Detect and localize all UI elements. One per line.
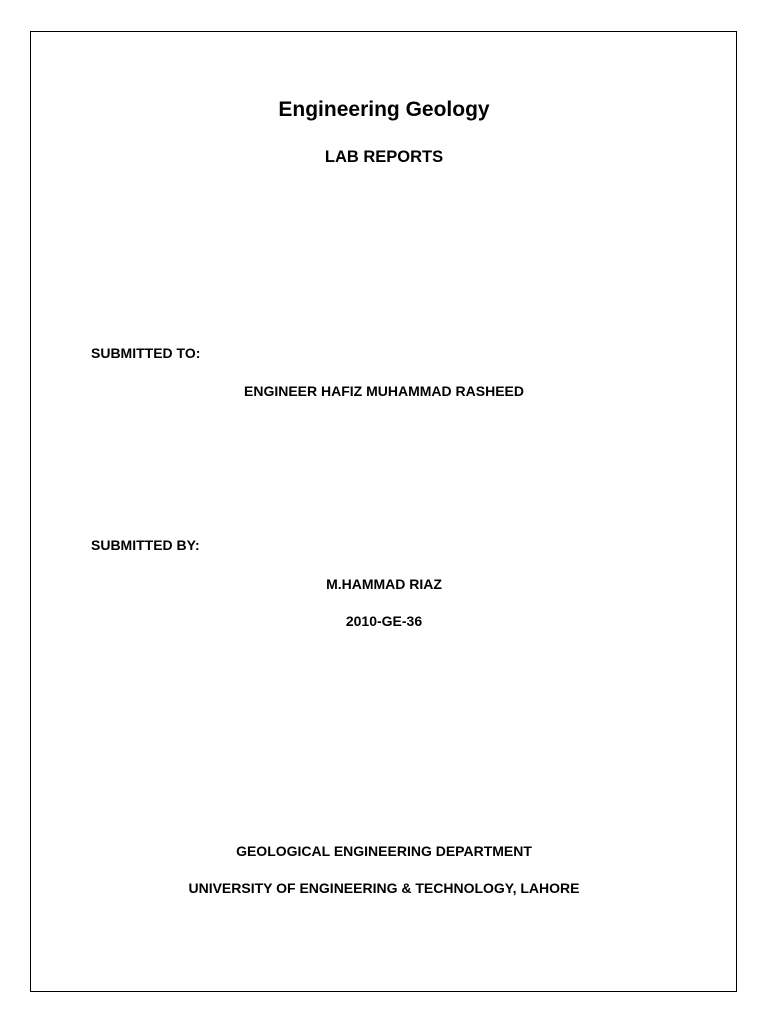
department-name: GEOLOGICAL ENGINEERING DEPARTMENT (236, 843, 532, 859)
university-name: UNIVERSITY OF ENGINEERING & TECHNOLOGY, LAHORE (188, 880, 580, 896)
submitted-by-label: SUBMITTED BY: (91, 537, 200, 553)
document-title: Engineering Geology (278, 98, 490, 121)
submitted-by-roll-number: 2010-GE-36 (345, 613, 423, 629)
submitted-by-name: M.HAMMAD RIAZ (326, 576, 442, 592)
document-subtitle: LAB REPORTS (324, 148, 444, 166)
submitted-to-label: SUBMITTED TO: (91, 345, 201, 361)
submitted-to-name: ENGINEER HAFIZ MUHAMMAD RASHEED (244, 383, 524, 399)
